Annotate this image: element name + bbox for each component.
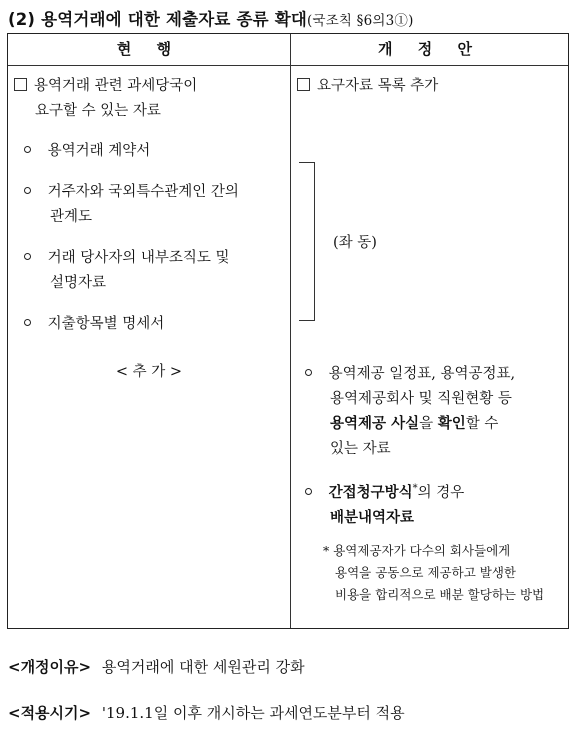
reason-label: <개정이유> [8,658,92,676]
circle-bullet-icon [305,369,312,376]
effective-text: '19.1.1일 이후 개시하는 과세연도분부터 적용 [101,704,405,722]
footnote [323,540,544,606]
header-proposed: 개 정 안 [378,40,482,58]
proposed-item-1-line1: 용역제공 일정표, 용역공정표, [328,366,516,382]
same-as-left-bracket [299,162,315,321]
circle-bullet-icon [305,488,312,495]
proposed-item-1-bold1: 용역제공 사실 [330,416,420,432]
current-item-text: 거래 당사자의 내부조직도 및 [47,250,230,266]
current-item [24,246,230,296]
circle-bullet-icon [24,187,31,194]
footnote-line: 비용을 합리적으로 배분 할당하는 방법 [335,587,545,602]
same-as-left-label: (좌 동) [333,235,377,251]
header-divider [8,65,568,66]
proposed-heading [297,74,438,99]
reason-line [8,656,305,677]
added-marker [8,360,290,385]
footnote-line: 용역을 공동으로 제공하고 발생한 [335,565,516,580]
proposed-item-1-tail: 할 수 [465,416,499,432]
proposed-item-1-line4: 있는 자료 [330,441,391,457]
effective-line [8,702,405,723]
proposed-item-2 [305,476,464,531]
circle-bullet-icon [24,253,31,260]
proposed-item-1-mid: 을 [419,416,438,432]
footnote-line: * 용역제공자가 다수의 회사들에게 [323,543,511,558]
current-item-text: 지출항목별 명세서 [47,316,165,332]
current-item [24,139,150,164]
law-reference: (국조칙 §6의3①) [306,13,414,29]
effective-label: <적용시기> [8,704,92,722]
footnote-star: * [412,483,418,494]
square-bullet-icon [14,78,27,91]
header-current: 현 행 [116,40,182,58]
circle-bullet-icon [24,319,31,326]
current-item-text: 설명자료 [50,275,107,291]
proposed-item-1-line2: 용역제공회사 및 직원현황 등 [330,391,512,407]
section-title [8,6,414,30]
reason-text: 용역거래에 대한 세원관리 강화 [101,658,305,676]
current-item-text: 용역거래 계약서 [47,143,151,159]
proposed-heading-text: 요구자료 목록 추가 [317,78,439,94]
current-item [24,180,239,230]
current-item-text: 거주자와 국외특수관계인 간의 [47,184,239,200]
section-title-main: (2) 용역거래에 대한 제출자료 종류 확대 [8,10,307,29]
added-marker-text: < 추 가 > [115,364,183,380]
current-heading-line1: 용역거래 관련 과세당국이 [34,78,198,94]
proposed-item-2-rest: 의 경우 [417,484,465,501]
square-bullet-icon [297,78,310,91]
current-heading [14,74,197,124]
current-heading-line2: 요구할 수 있는 자료 [35,103,161,119]
current-item-text: 관계도 [50,209,93,225]
proposed-item-2-bold2: 배분내역자료 [330,509,415,526]
proposed-item-1-bold2: 확인 [437,416,466,432]
circle-bullet-icon [24,146,31,153]
current-item [24,312,164,337]
proposed-item-2-bold1: 간접청구방식 [328,484,413,501]
column-divider [290,34,291,628]
comparison-table [7,33,569,629]
proposed-item-1 [305,362,515,462]
